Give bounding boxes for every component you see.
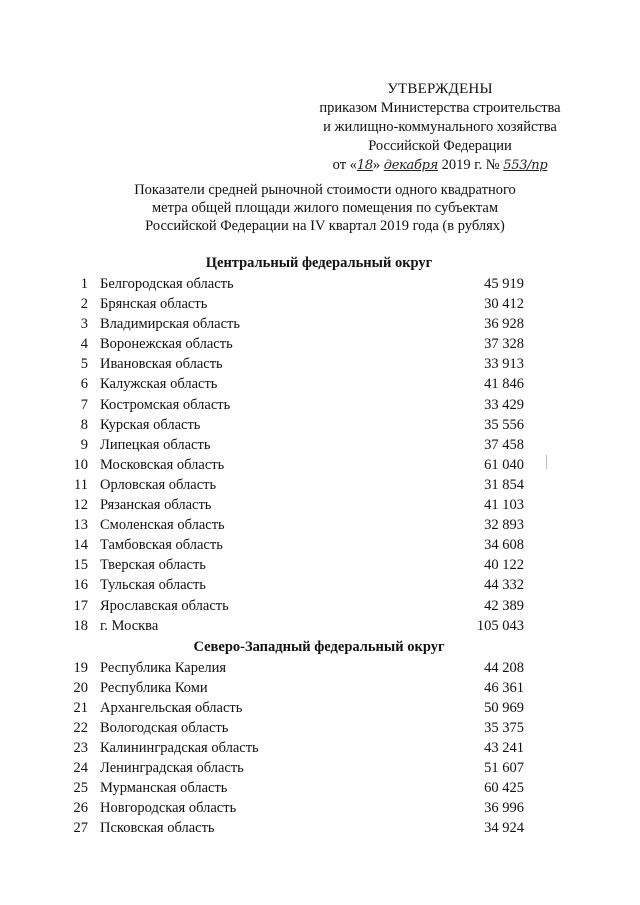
region-name: Воронежская область — [100, 336, 233, 353]
region-name: Республика Коми — [100, 679, 208, 696]
row-number: 3 — [80, 316, 88, 333]
table-row — [64, 314, 534, 334]
price-value: 45 919 — [484, 276, 524, 292]
row-number: 1 — [80, 276, 88, 292]
row-number: 23 — [73, 740, 88, 757]
region-name: Орловская область — [100, 476, 217, 493]
region-name: Ивановская область — [100, 356, 223, 373]
table-row — [64, 798, 534, 818]
heading-line-3: Российской Федерации на IV квартал 2019 года (в рублях) — [145, 218, 505, 234]
row-number: 26 — [73, 800, 88, 817]
table-row — [64, 658, 534, 678]
price-value: 61 040 — [484, 456, 524, 473]
region-name: Владимирская область — [100, 316, 240, 333]
document-heading — [90, 181, 560, 235]
region-name: Белгородская область — [100, 276, 234, 292]
table-row — [64, 515, 534, 535]
table-row — [64, 475, 534, 495]
row-number: 4 — [80, 336, 88, 353]
table-row — [64, 616, 534, 636]
price-value: 35 556 — [484, 416, 524, 433]
table-row — [64, 415, 534, 435]
date-prefix: от « — [332, 157, 357, 173]
table-row — [64, 596, 534, 616]
row-number: 9 — [80, 436, 88, 453]
approval-line-3: Российской Федерации — [368, 138, 512, 154]
table-row — [64, 535, 534, 555]
date-month: декабря — [383, 158, 438, 173]
order-number: 553/пр — [503, 158, 548, 173]
region-name: Калининградская область — [100, 740, 259, 757]
row-number: 6 — [80, 376, 88, 393]
row-number: 14 — [73, 537, 88, 554]
price-value: 44 332 — [484, 577, 524, 594]
table-row — [64, 334, 534, 354]
table-row — [64, 718, 534, 738]
price-value: 37 328 — [484, 336, 524, 353]
region-name: Псковская область — [100, 820, 215, 837]
region-name: Калужская область — [100, 376, 218, 393]
row-number: 16 — [73, 577, 88, 594]
table-row — [64, 374, 534, 394]
price-value: 35 375 — [484, 719, 524, 736]
price-value: 46 361 — [484, 679, 524, 696]
price-value: 33 429 — [484, 396, 524, 413]
row-number: 11 — [74, 476, 88, 493]
price-value: 51 607 — [484, 760, 524, 777]
table-row — [64, 738, 534, 758]
table-row — [64, 778, 534, 798]
region-name: Курская область — [100, 416, 201, 433]
table-row — [64, 354, 534, 374]
price-table — [64, 252, 534, 839]
price-value: 36 996 — [484, 800, 524, 817]
row-number: 22 — [73, 719, 88, 736]
price-value: 34 924 — [484, 820, 524, 837]
row-number: 27 — [73, 820, 88, 837]
price-value: 105 043 — [476, 617, 524, 634]
price-value: 50 969 — [484, 699, 524, 716]
row-number: 24 — [73, 760, 88, 777]
heading-line-1: Показатели средней рыночной стоимости одного квадратного — [134, 182, 516, 198]
table-row — [64, 575, 534, 595]
region-name: Вологодская область — [100, 719, 229, 736]
region-name: Смоленская область — [100, 517, 225, 534]
date-mid: » — [372, 157, 381, 173]
region-name: Новгородская область — [100, 800, 237, 817]
price-value: 42 389 — [484, 597, 524, 614]
approval-title: УТВЕРЖДЕНЫ — [387, 81, 493, 97]
table-row — [64, 294, 534, 314]
region-name: Московская область — [100, 456, 225, 473]
region-name: Архангельская область — [100, 699, 243, 716]
price-value: 34 608 — [484, 537, 524, 554]
row-number: 21 — [73, 699, 88, 716]
price-value: 36 928 — [484, 316, 524, 333]
row-number: 7 — [80, 396, 88, 413]
section-title: Северо-Западный федеральный округ — [193, 638, 445, 655]
row-number: 18 — [73, 617, 88, 634]
row-number: 12 — [73, 497, 88, 514]
row-number: 20 — [73, 679, 88, 696]
region-name: Мурманская область — [100, 780, 228, 797]
table-row — [64, 555, 534, 575]
row-number: 5 — [80, 356, 88, 373]
price-value: 32 893 — [484, 517, 524, 534]
table-row — [64, 758, 534, 778]
table-row — [64, 455, 534, 475]
region-name: г. Москва — [100, 617, 159, 634]
row-number: 17 — [73, 597, 88, 614]
table-row — [64, 698, 534, 718]
row-number: 10 — [73, 456, 88, 473]
price-value: 30 412 — [484, 296, 524, 313]
region-name: Липецкая область — [100, 436, 211, 453]
region-name: Республика Карелия — [100, 659, 227, 676]
region-name: Ленинградская область — [100, 760, 244, 777]
region-name: Костромская область — [100, 396, 231, 413]
table-row — [64, 495, 534, 515]
date-day: 18 — [356, 158, 373, 173]
price-value: 43 241 — [484, 740, 524, 757]
region-name: Тульская область — [100, 577, 206, 594]
price-value: 31 854 — [484, 476, 524, 493]
approval-block — [300, 80, 580, 175]
row-number: 2 — [80, 296, 88, 313]
table-row — [64, 274, 534, 294]
row-number: 25 — [73, 780, 88, 797]
price-value: 37 458 — [484, 436, 524, 453]
region-name: Ярославская область — [100, 597, 229, 614]
scan-mark — [546, 455, 547, 469]
approval-date-line — [300, 156, 580, 175]
price-value: 44 208 — [484, 659, 524, 676]
section-title: Центральный федеральный округ — [205, 255, 433, 271]
approval-line-2: и жилищно-коммунального хозяйства — [323, 119, 557, 135]
region-name: Тверская область — [100, 557, 206, 574]
approval-line-1: приказом Министерства строительства — [319, 100, 561, 116]
region-name: Брянская область — [100, 296, 208, 313]
price-value: 41 846 — [484, 376, 524, 393]
table-row — [64, 395, 534, 415]
table-row — [64, 818, 534, 838]
date-year: 2019 г. № — [441, 157, 500, 173]
row-number: 8 — [80, 416, 88, 433]
heading-line-2: метра общей площади жилого помещения по субъектам — [151, 200, 498, 216]
table-row — [64, 678, 534, 698]
row-number: 15 — [73, 557, 88, 574]
price-value: 41 103 — [484, 497, 524, 514]
row-number: 19 — [73, 659, 88, 676]
row-number: 13 — [73, 517, 88, 534]
table-row — [64, 435, 534, 455]
price-value: 60 425 — [484, 780, 524, 797]
price-value: 33 913 — [484, 356, 524, 373]
price-value: 40 122 — [484, 557, 524, 574]
region-name: Тамбовская область — [100, 537, 223, 554]
region-name: Рязанская область — [100, 497, 212, 514]
